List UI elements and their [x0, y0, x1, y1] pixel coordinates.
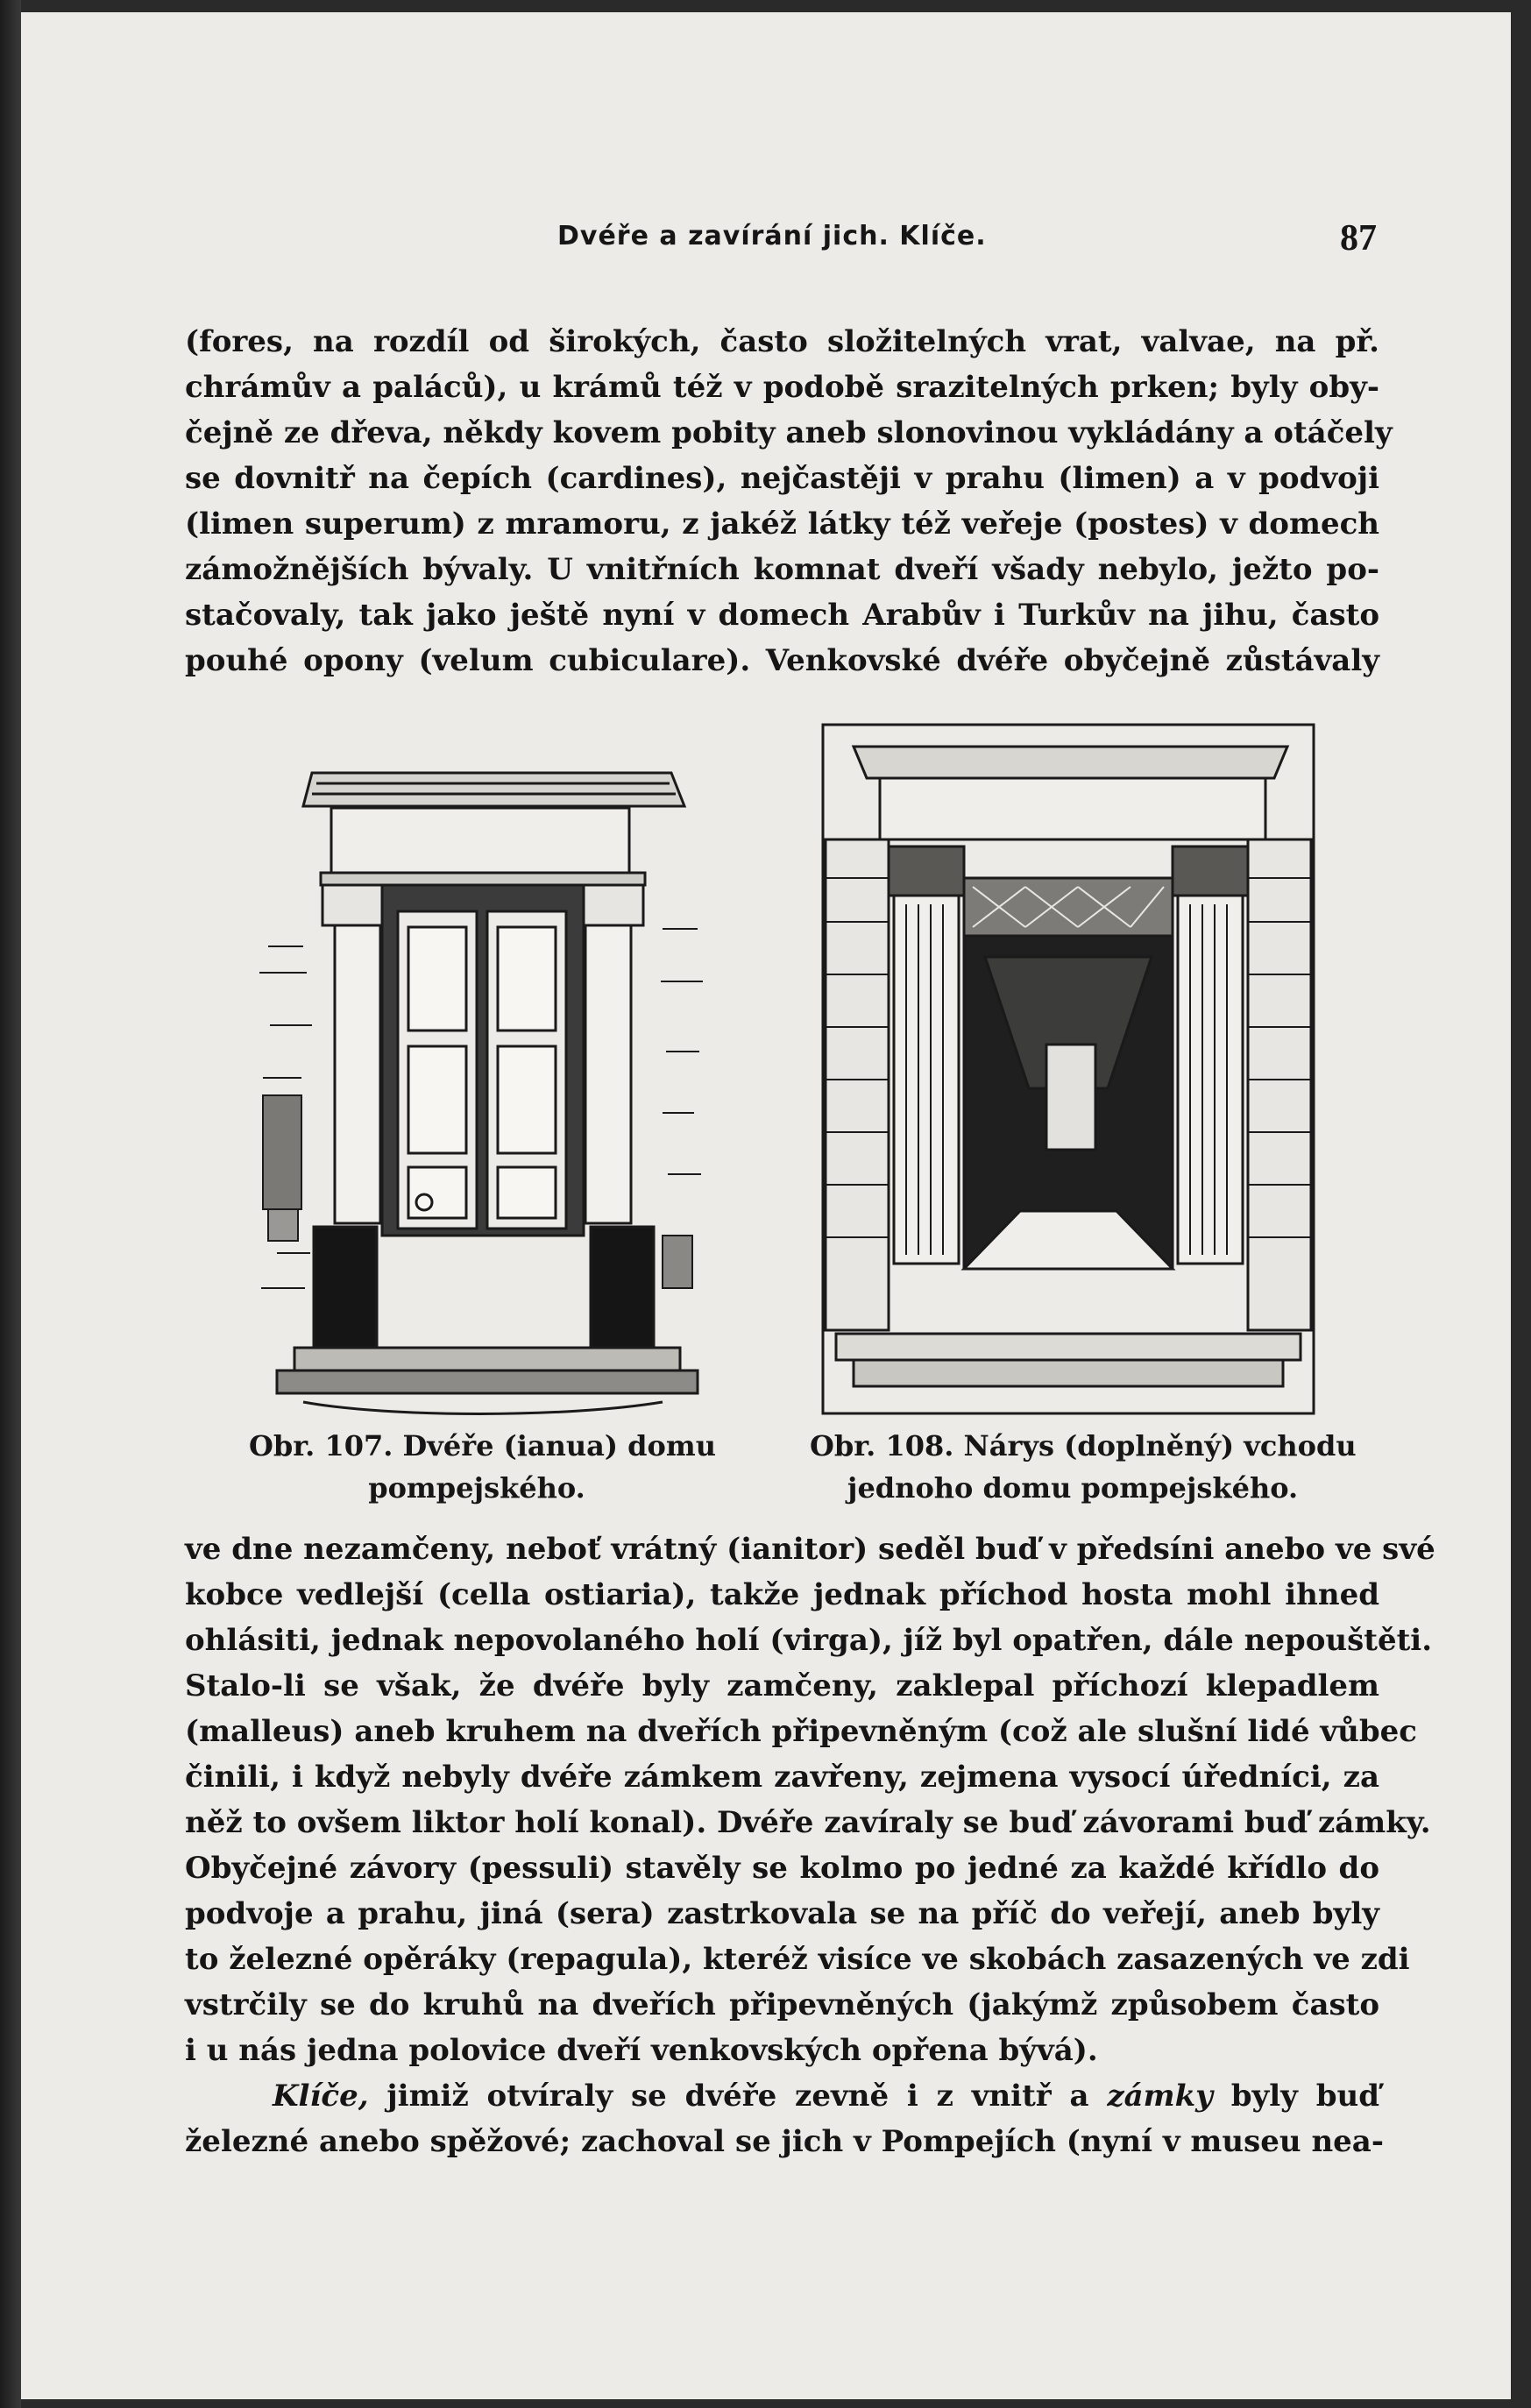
text-line: činili, i když nebyly dvéře zámkem zavřeny, zejmena vysocí úředníci, za	[185, 1760, 1379, 1795]
page-edge-shadow	[0, 0, 21, 2408]
text-line: chrámův a paláců), u krámů též v podobě srazitelných prken; byly oby-	[185, 370, 1379, 405]
emphasis-zamky: zámky	[1107, 2079, 1213, 2114]
text-line: ohlásiti, jednak nepovolaného holí (virga), jíž byl opatřen, dále nepouštěti.	[185, 1623, 1433, 1658]
page-number: 87	[1340, 218, 1377, 259]
paragraph-1	[185, 319, 1393, 683]
running-head: Dvéře a zavírání jich. Klíče.	[557, 221, 987, 251]
text-line: kobce vedlejší (cella ostiaria), takže jednak příchod hosta mohl ihned	[185, 1577, 1379, 1612]
text-line: pouhé opony (velum cubiculare). Venkovské dvéře obyčejně zůstávaly	[185, 643, 1379, 678]
caption-line: Obr. 107. Dvéře (ianua) domu	[249, 1429, 717, 1463]
text-segment: jimiž otvíraly se dvéře zevně i z vnitř a	[368, 2079, 1108, 2114]
paragraph-2	[185, 1526, 1435, 2073]
text-line	[185, 2073, 1379, 2119]
text-line: ve dne nezamčeny, neboť vrátný (ianitor) seděl buď v předsíni anebo ve své	[185, 1532, 1435, 1567]
caption-line: pompejského.	[368, 1471, 585, 1505]
text-line: (malleus) aneb kruhem na dveřích připevněným (což ale slušní lidé vůbec	[185, 1714, 1418, 1749]
page-header	[557, 218, 1377, 265]
figure-108-entrance-illustration	[819, 720, 1318, 1420]
text-line: zámožnějších bývaly. U vnitřních komnat dveří všady nebylo, ježto po-	[185, 552, 1379, 587]
text-line: i u nás jedna polovice dveří venkovských opřena bývá).	[185, 2033, 1098, 2068]
caption-line: jednoho domu pompejského.	[847, 1471, 1299, 1505]
emphasis-klice: Klíče,	[273, 2079, 369, 2114]
text-segment: byly buď	[1212, 2079, 1379, 2114]
text-line: něž to ovšem liktor holí konal). Dvéře zavíraly se buď závorami buď zámky.	[185, 1805, 1431, 1840]
text-line: (fores, na rozdíl od širokých, často složitelných vrat, valvae, na př.	[185, 324, 1379, 359]
text-line: čejně ze dřeva, někdy kovem pobity aneb slonovinou vykládány a otáčely	[185, 415, 1393, 450]
text-line: (limen superum) z mramoru, z jakéž látky též veřeje (postes) v domech	[185, 506, 1379, 542]
text-line: Obyčejné závory (pessuli) stavěly se kolmo po jedné za každé křídlo do	[185, 1851, 1379, 1886]
paragraph-3	[185, 2073, 1384, 2164]
text-line: stačovaly, tak jako ještě nyní v domech Arabův i Turkův na jihu, často	[185, 598, 1379, 633]
figure-107-door-illustration	[251, 762, 706, 1420]
text-line: to železné opěráky (repagula), kteréž visíce ve skobách zasazených ve zdi	[185, 1942, 1410, 1977]
text-line: vstrčily se do kruhů na dveřích připevněných (jakýmž způsobem často	[185, 1987, 1379, 2022]
book-page	[21, 12, 1511, 2399]
caption-line: Obr. 108. Nárys (doplněný) vchodu	[810, 1429, 1357, 1463]
text-line: Stalo-li se však, že dvéře byly zamčeny, zaklepal příchozí klepadlem	[185, 1668, 1379, 1703]
text-line: podvoje a prahu, jiná (sera) zastrkovala se na příč do veřejí, aneb byly	[185, 1896, 1379, 1931]
figure-108-caption	[810, 1425, 1357, 1509]
text-line: železné anebo spěžové; zachoval se jich v Pompejích (nyní v museu nea-	[185, 2124, 1384, 2159]
text-line: se dovnitř na čepích (cardines), nejčastěji v prahu (limen) a v podvoji	[185, 461, 1379, 496]
figure-107-caption	[249, 1425, 717, 1509]
